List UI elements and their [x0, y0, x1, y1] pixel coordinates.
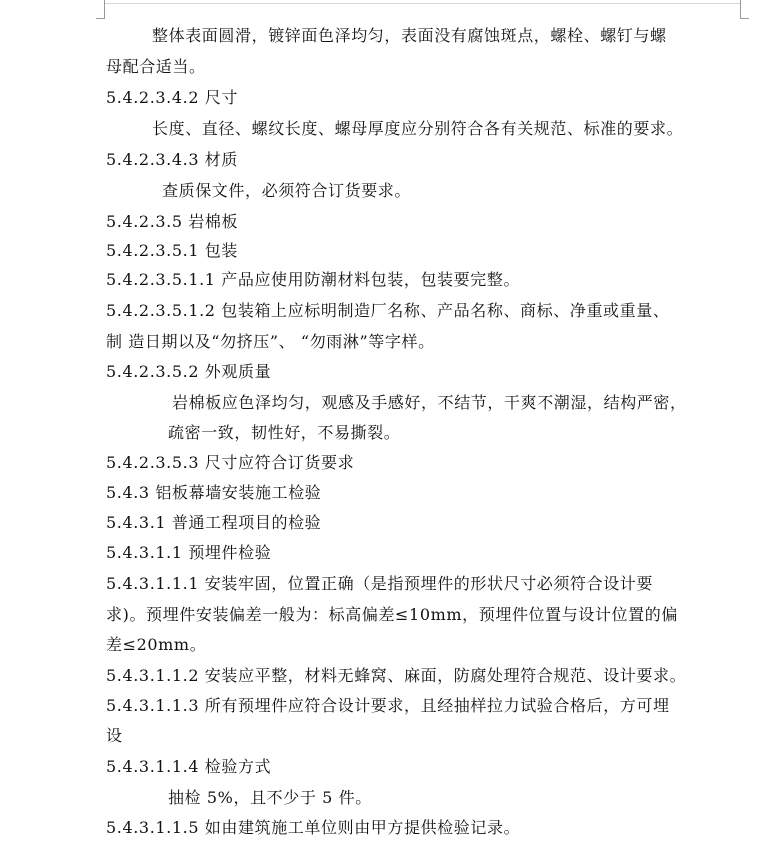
section-heading: 5.4.3.1.1.4 检验方式: [106, 757, 272, 776]
top-right-margin-mark: [740, 0, 749, 19]
section-heading: 5.4.2.3.4.2 尺寸: [106, 88, 238, 107]
page-top-line: [104, 3, 740, 4]
paragraph-line: 抽检 5%，且不少于 5 件。: [168, 788, 372, 807]
paragraph-line: 设: [106, 726, 123, 745]
paragraph-line: 5.4.2.3.5.1.1 产品应使用防潮材料包装，包装要完整。: [106, 270, 521, 289]
section-heading: 5.4.3.1.1 预埋件检验: [106, 543, 272, 562]
paragraph-line: 5.4.3.1.1.1 安装牢固，位置正确（是指预埋件的形状尺寸必须符合设计要: [106, 574, 653, 593]
section-heading: 5.4.3.1 普通工程项目的检验: [106, 513, 322, 532]
paragraph-line: 疏密一致，韧性好，不易撕裂。: [168, 423, 401, 442]
paragraph-line: 5.4.2.3.5.1.2 包装箱上应标明制造厂名称、产品名称、商标、净重或重量、: [106, 301, 670, 320]
paragraph-line: 5.4.3.1.1.3 所有预埋件应符合设计要求，且经抽样拉力试验合格后，方可埋: [106, 696, 670, 715]
section-heading: 5.4.2.3.4.3 材质: [106, 150, 238, 169]
paragraph-line: 查质保文件，必须符合订货要求。: [162, 181, 412, 200]
paragraph-line: 长度、直径、螺纹长度、螺母厚度应分别符合各有关规范、标准的要求。: [152, 119, 684, 138]
paragraph-line: 差≤20mm。: [106, 635, 207, 654]
paragraph-line: 求)。预埋件安装偏差一般为：标高偏差≤10mm，预埋件位置与设计位置的偏: [106, 605, 678, 624]
paragraph-line: 5.4.3.1.1.5 如由建筑施工单位则由甲方提供检验记录。: [106, 818, 521, 837]
paragraph-line: 制 造日期以及“勿挤压”、 “勿雨淋”等字样。: [106, 332, 435, 351]
paragraph-line: 5.4.3.1.1.2 安装应平整，材料无蜂窝、麻面，防腐处理符合规范、设计要求。: [106, 666, 687, 685]
section-heading: 5.4.2.3.5 岩棉板: [106, 212, 239, 231]
paragraph-line: 整体表面圆滑，镀锌面色泽均匀，表面没有腐蚀斑点，螺栓、螺钉与螺: [152, 26, 667, 45]
section-heading: 5.4.2.3.5.2 外观质量: [106, 362, 272, 381]
section-heading: 5.4.3 铝板幕墙安装施工检验: [106, 483, 322, 502]
paragraph-line: 岩棉板应色泽均匀，观感及手感好，不结节，干爽不潮湿，结构严密，: [172, 393, 687, 412]
section-heading: 5.4.2.3.5.1 包装: [106, 241, 238, 260]
paragraph-line: 母配合适当。: [106, 57, 206, 76]
top-left-margin-mark: [96, 0, 105, 19]
section-heading: 5.4.2.3.5.3 尺寸应符合订货要求: [106, 453, 355, 472]
